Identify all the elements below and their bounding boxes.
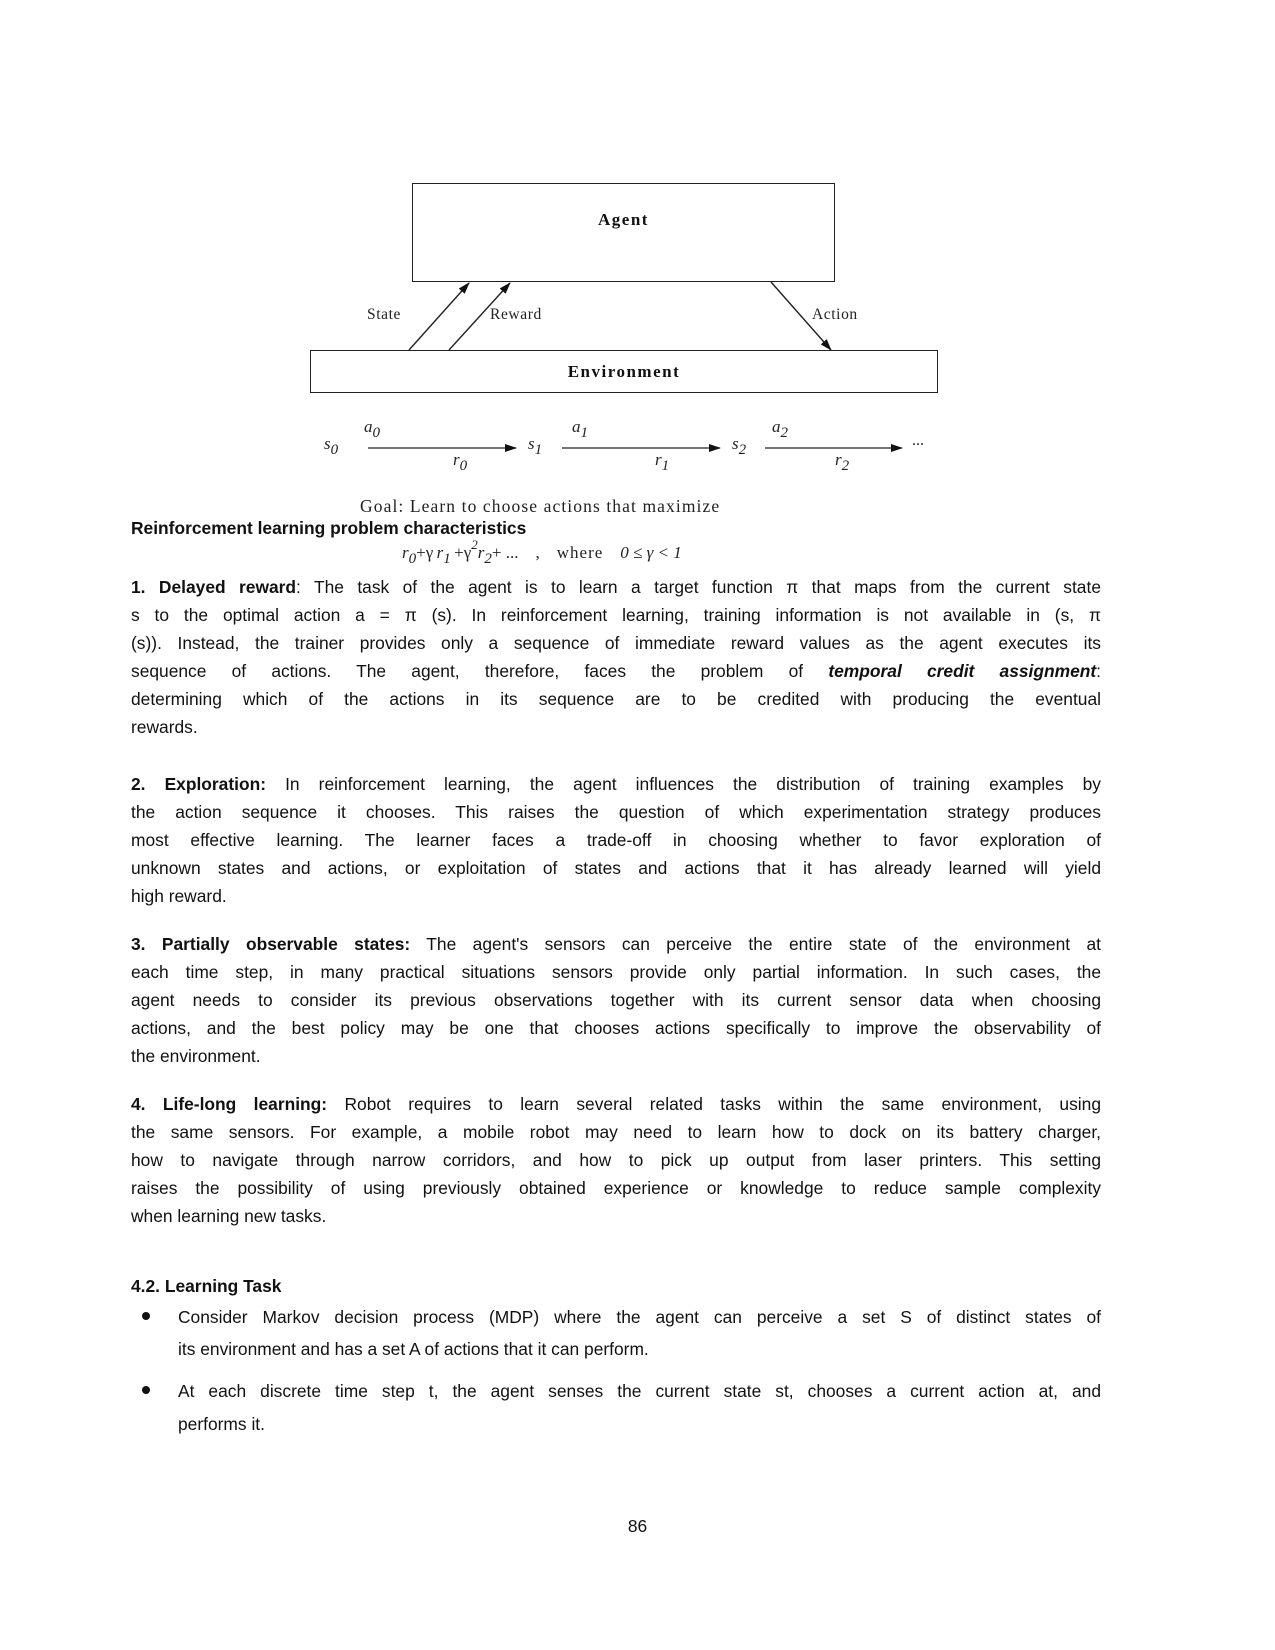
page-number: 86 [627,1516,648,1536]
state-s1: $s_1$ [528,434,543,458]
characteristic-title: 2. Exploration: [131,774,267,794]
bullet-icon [142,1312,150,1320]
reward-label: Reward [490,306,542,323]
bullet-icon [142,1386,150,1394]
characteristic-title: 4. Life-long learning: [131,1094,328,1114]
environment-box [310,350,938,393]
state-s0: $s_0$ [324,434,339,458]
state-arrow [409,283,469,350]
reward-r1: $r_1$ [655,450,670,474]
temporal-credit-assignment-emphasis: temporal credit assignment [828,661,1097,681]
discounted-return-formula: $r_0+\gamma$ $r_1 +\gamma^2r_2+$ ... , where 0 ≤ γ < 1 [402,537,682,567]
learning-task-heading: 4.2. Learning Task [131,1276,282,1296]
goal-text: Goal: Learn to choose actions that maximize [360,496,721,516]
agent-label: Agent [598,210,649,229]
agent-box [412,183,835,282]
reward-r2: $r_2$ [835,450,850,474]
characteristic-title: 3. Partially observable states: [131,934,411,954]
action-a0: $a_0$ [364,417,380,441]
environment-label: Environment [567,362,681,381]
sequence-ellipsis: ... [912,432,924,449]
state-label: State [367,306,401,323]
section-heading: Reinforcement learning problem characteristics [131,518,527,538]
action-a2: $a_2$ [772,417,788,441]
reward-r0: $r_0$ [453,450,468,474]
action-a1: $a_1$ [572,417,588,441]
action-label: Action [812,306,858,323]
characteristic-title: 1. Delayed reward [131,577,297,597]
state-s2: $s_2$ [732,434,747,458]
